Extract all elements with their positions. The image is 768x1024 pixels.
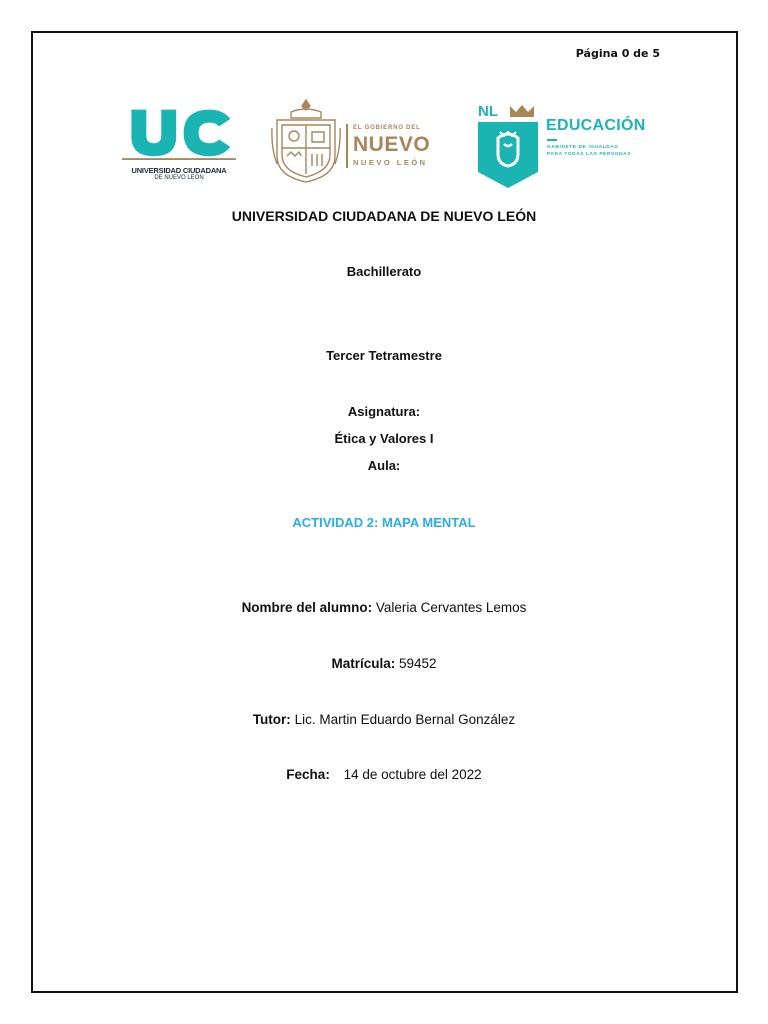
educacion-subtitle-line2: PARA TODAS LAS PERSONAS [547,152,632,157]
student-label: Nombre del alumno: [241,600,373,615]
date-value: 14 de octubre del 2022 [343,767,482,782]
educacion-title: EDUCACIÓN [546,117,646,134]
room-label: Aula: [367,458,401,473]
student-value: Valeria Cervantes Lemos [375,600,527,615]
gobierno-big-text: NUEVO [353,133,431,156]
id-field [0,656,768,671]
uc-name-line1: UNIVERSIDAD CIUDADANA [131,166,227,175]
educacion-badge-icon [476,102,540,188]
uc-letters-icon [118,104,240,160]
university-name: UNIVERSIDAD CIUDADANA DE NUEVO LEÓN [231,208,537,224]
educacion-subtitle-line1: GABINETE DE IGUALDAD [547,145,619,150]
tutor-value: Lic. Martin Eduardo Bernal González [294,712,516,727]
tutor-label: Tutor: [252,712,291,727]
subject-label: Asignatura: [347,404,421,419]
educacion-divider [547,139,557,141]
uc-logo [118,104,240,174]
period: Tercer Tetramestre [326,348,442,363]
page-indicator: Página 0 de 5 [575,47,660,60]
date-label: Fecha: [286,767,330,782]
uc-name-line2: DE NUEVO LEÓN [154,175,204,181]
svg-text:NL: NL [478,103,498,120]
tutor-field [0,712,768,727]
subject-value: Ética y Valores I [334,431,434,446]
id-value: 59452 [398,656,437,671]
coat-of-arms-icon [271,98,341,184]
activity-title: ACTIVIDAD 2: MAPA MENTAL [292,515,476,530]
program: Bachillerato [346,264,422,279]
gobierno-sub-text: NUEVO LEÓN [353,158,428,167]
id-label: Matrícula: [331,656,396,671]
gobierno-divider [346,124,348,168]
student-field [0,600,768,615]
educacion-logo [476,102,540,188]
date-field [0,767,768,782]
gobierno-small-text: EL GOBIERNO DEL [353,125,421,131]
